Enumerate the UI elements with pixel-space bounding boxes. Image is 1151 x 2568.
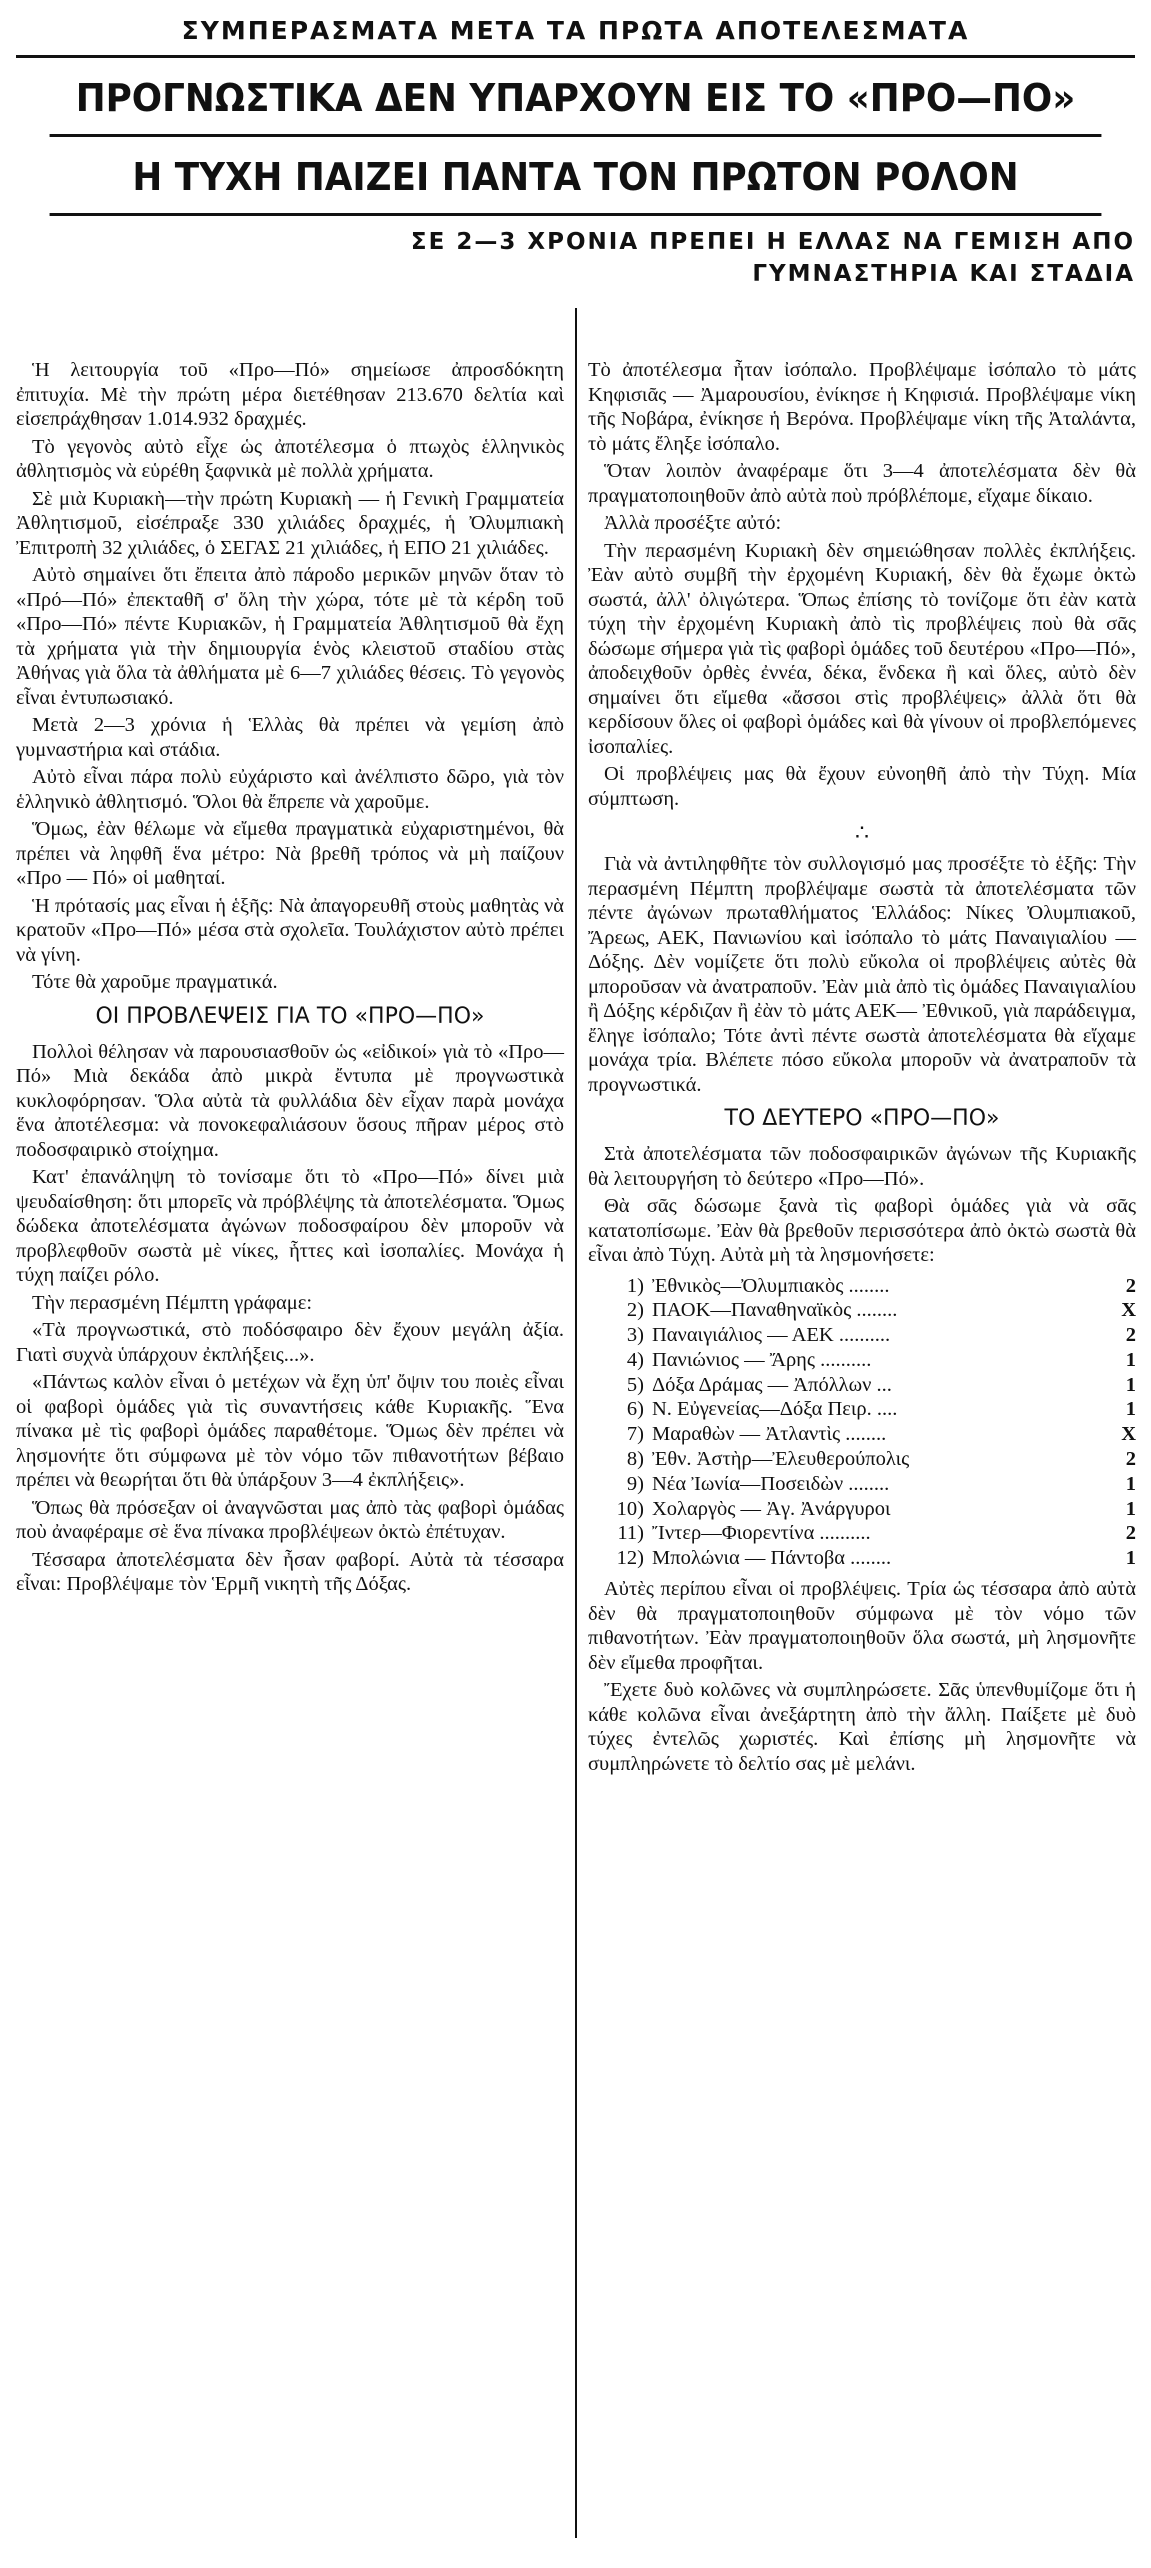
list-item: 2) ΠΑΟΚ—Παναθηναϊκὸς ........ X	[626, 1299, 1136, 1322]
list-item: 11) Ἴντερ—Φιορεντίνα .......... 2	[617, 1522, 1136, 1545]
list-item: 10) Χολαργὸς — Ἀγ. Ἀνάργυροι 1	[616, 1497, 1136, 1520]
paragraph: Πολλοὶ θέλησαν νὰ παρουσιασθοῦν ὡς «εἰδικοί» γιὰ τὸ «Προ—Πό» Μιὰ δεκάδα ἀπὸ μικρὰ ἔντυπα μὲ προγνωστικὰ κυκλοφόρησαν. Ὅλα αὐτὰ τὰ φυλλάδια δὲν εἶχαν παρὰ μονάχα ἕνα ἀποτέλεσμα: νὰ πονοκεφαλιάσουν ὅσους πῆραν μέρος στὸ ποδοσφαιρικὸ στοίχημα.	[16, 1040, 564, 1161]
list-item: 8) Ἐθν. Ἀστὴρ—Ἐλευθερούπολις 2	[626, 1448, 1136, 1471]
paragraph: Ἡ λειτουργία τοῦ «Προ—Πό» σημείωσε ἀπροσδόκητη ἐπιτυχία. Μὲ τὴν πρώτη μέρα διετέθησαν 213.670 δελτία καὶ εἰσεπράχθησαν 1.014.932 δραχμές.	[16, 359, 564, 430]
paragraph: Κατ' ἐπανάληψη τὸ τονίσαμε ὅτι τὸ «Προ—Πό» δίνει μιὰ ψευδαίσθηση: ὅτι μπορεῖς νὰ πρόβλέψης τὰ ἀποτελέσματα. Ὅμως δώδεκα ἀποτελέσματα ἀγώνων ποδοσφαίρου δὲν μποροῦν νὰ προβλεφθοῦν σωστὰ μὲ νίκες, ἧττες καὶ ἰσοπαλίες. Μονάχα ἡ τύχη παίζει ρόλο.	[16, 1166, 564, 1286]
list-item: 9) Νέα Ἰωνία—Ποσειδὼν ........ 1	[626, 1472, 1136, 1495]
headline-secondary: Η ΤΥΧΗ ΠΑΙΖΕΙ ΠΑΝΤΑ ΤΟΝ ΠΡΩΤΟΝ ΡΟΛΟΝ	[50, 137, 1102, 216]
paragraph: Ἀλλὰ προσέξτε αὐτό:	[604, 512, 782, 534]
paragraph: Αὐτὸ σημαίνει ὅτι ἔπειτα ἀπὸ πάροδο μερικῶν μηνῶν ὅταν τὸ «Πρό—Πό» ἐπεκταθῆ σ' ὅλη τὴν χώρα, τότε μὲ τὰ κέρδη τοῦ «Προ—Πό» πέντε Κυριακῶν, ἡ Γραμματεία Ἀθλητισμοῦ θὰ ἔχη τὰ χρήματα γιὰ τὴν δημιουργία ἑνὸς κλειστοῦ σταδίου στὰς Ἀθήνας γιὰ ὅλα τὰ ἀθλήματα μὲ 6—7 χιλιάδες θέσεις. Τὸ γεγονὸς εἶναι ἐντυπωσιακό.	[16, 564, 564, 709]
paragraph: Ὅταν λοιπὸν ἀναφέραμε ὅτι 3—4 ἀποτελέσματα δὲν θὰ πραγματοποιηθοῦν ἀπὸ αὐτὰ ποὺ πρόβλέπομε, εἴχαμε δίκαιο.	[588, 460, 1136, 507]
left-column	[16, 358, 564, 1600]
paragraph: Ὅπως θὰ πρόσεξαν οἱ ἀναγνῶσται μας ἀπὸ τὰς φαβορὶ ὁμάδας ποὺ ἀναφέραμε σὲ ἕνα πίνακα προβλέψεων ὀκτὼ ἐπέτυχαν.	[16, 1496, 564, 1543]
paragraph: Στὰ ἀποτελέσματα τῶν ποδοσφαιρικῶν ἀγώνων τῆς Κυριακῆς θὰ λειτουργήση τὸ δεύτερο «Προ—Πό».	[588, 1143, 1136, 1190]
paragraph: «Πάντως καλὸν εἶναι ὁ μετέχων νὰ ἔχη ὑπ' ὄψιν του ποιὲς εἶναι οἱ φαβορὶ ὁμάδες γιὰ τὶς συναντήσεις κάθε Κυριακῆς. Ἕνα πίνακα μὲ τὶς φαβορὶ ὁμάδες παραθέτομε. Ὅμως δὲν πρέπει νὰ λησμονήτε ὅτι σύμφωνα μὲ τὸν νόμο τῶν πιθανοτήτων βέβαιο πρέπει νὰ θεωρήται ὅτι θὰ ὑπάρξουν 3—4 ἐκπλήξεις».	[16, 1371, 564, 1491]
deck-subheading: ΣΕ 2—3 ΧΡΟΝΙΑ ΠΡΕΠΕΙ Η ΕΛΛΑΣ ΝΑ ΓΕΜΙΣΗ ΑΠΟ ΓΥΜΝΑΣΤΗΡΙΑ ΚΑΙ ΣΤΑΔΙΑ	[410, 229, 1135, 287]
kicker-heading: ΣΥΜΠΕΡΑΣΜΑΤΑ ΜΕΤΑ ΤΑ ΠΡΩΤΑ ΑΠΟΤΕΛΕΣΜΑΤΑ	[16, 8, 1135, 58]
list-item: 5) Δόξα Δράμας — Ἀπόλλων ... 1	[626, 1373, 1136, 1396]
paragraph: Τότε θὰ χαροῦμε πραγματικά.	[32, 971, 278, 993]
section-divider-ornament: ∴	[855, 821, 869, 846]
paragraph: Τέσσαρα ἀποτελέσματα δὲν ἦσαν φαβορί. Αὐτὰ τὰ τέσσαρα εἶναι: Προβλέψαμε τὸν Ἑρμῆ νικητὴ τῆς Δόξας.	[16, 1548, 564, 1595]
paragraph: Τὴν περασμένη Κυριακὴ δὲν σημειώθησαν πολλὲς ἐκπλήξεις. Ἐὰν αὐτὸ συμβῆ τὴν ἐρχομένη Κυριακή, δὲν θὰ ἔχωμε ὀκτὼ σωστά, ἀλλ' ὀλιγώτερα. Ὅπως ἐπίσης τὸ τονίζομε ὅτι ἐὰν κατὰ τύχη τὴν ἐρχομένη Κυριακὴ ἀπὸ τὶς προβλέψεις ποὺ θὰ σᾶς δώσωμε σήμερα γιὰ τὶς φαβορὶ ὁμάδες τοῦ δευτέρου «Προ—Πό», ἀποδειχθοῦν ὀρθὲς ἐννέα, δέκα, ἕνδεκα ἢ καὶ ὅλες, αὐτὸ δὲν σημαίνει ὅτι εἴμεθα «ἄσσοι στὶς προβλέψεις» ἀλλὰ ὅτι θὰ κερδίσουν ὅλες οἱ φαβορὶ ὁμάδες καὶ θὰ γίνουν οἱ προβλεπόμενες ἰσοπαλίες.	[588, 539, 1136, 758]
paragraph: Τὸ γεγονὸς αὐτὸ εἶχε ὡς ἀποτέλεσμα ὁ πτωχὸς ἑλληνικὸς ἀθλητισμὸς νὰ εὑρέθη ξαφνικὰ μὲ πολλὰ χρήματα.	[16, 435, 564, 482]
paragraph: Μετὰ 2—3 χρόνια ἡ Ἑλλὰς θὰ πρέπει νὰ γεμίση ἀπὸ γυμναστήρια καὶ στάδια.	[16, 714, 564, 761]
list-item: 3) Παναιγιάλιος — ΑΕΚ .......... 2	[626, 1324, 1136, 1347]
right-column	[588, 358, 1136, 1779]
paragraph: Οἱ προβλέψεις μας θὰ ἔχουν εὐνοηθῆ ἀπὸ τὴν Τύχη. Μία σύμπτωση.	[588, 763, 1136, 810]
paragraph: Ἔχετε δυὸ κολῶνες νὰ συμπληρώσετε. Σᾶς ὑπενθυμίζομε ὅτι ἡ κάθε κολῶνα εἶναι ἀνεξάρτητη ἀπὸ τὴν ἄλλη. Παίξετε μὲ δυὸ τύχες ἐντελῶς χωριστές. Καὶ ἐπίσης μὴ λησμονῆτε νὰ συμπληρώνετε τὸ δελτίο σας μὲ μελάνι.	[588, 1679, 1136, 1775]
paragraph: Τὴν περασμένη Πέμπτη γράφαμε:	[32, 1291, 313, 1314]
favorites-list	[588, 1274, 1136, 1572]
list-item: 6) Ν. Εὐγενείας—Δόξα Πειρ. .... 1	[626, 1398, 1136, 1421]
article-columns	[16, 358, 1135, 2538]
headline-primary: ΠΡΟΓΝΩΣΤΙΚΑ ΔΕΝ ΥΠΑΡΧΟΥΝ ΕΙΣ ΤΟ «ΠΡΟ—ΠΟ»	[50, 58, 1102, 137]
paragraph: Αὐτὲς περίπου εἶναι οἱ προβλέψεις. Τρία ὡς τέσσαρα ἀπὸ αὐτὰ δὲν θὰ πραγματοποιηθοῦν σύμφωνα μὲ τὸν νόμο τῶν πιθανοτήτων. Ἐὰν πραγματοποιηθοῦν ὅλα σωστά, μὴ λησμονῆτε δὲν εἴμεθα προφῆται.	[588, 1578, 1136, 1674]
list-item: 12) Μπολώνια — Πάντοβα ........ 1	[616, 1547, 1136, 1570]
list-item: 4) Πανιώνιος — Ἄρης .......... 1	[626, 1348, 1136, 1371]
paragraph: «Τὰ προγνωστικά, στὸ ποδόσφαιρο δὲν ἔχουν μεγάλη ἀξία. Γιατὶ συχνὰ ὑπάρχουν ἐκπλήξεις...».	[16, 1319, 564, 1366]
list-item: 7) Μαραθὼν — Ἀτλαντὶς ........ X	[626, 1423, 1136, 1446]
subheading-predictions: ΟΙ ΠΡΟΒΛΕΨΕΙΣ ΓΙΑ ΤΟ «ΠΡΟ—ΠΟ»	[95, 1003, 485, 1029]
paragraph: Τὸ ἀποτέλεσμα ἦταν ἰσόπαλο. Προβλέψαμε ἰσόπαλο τὸ μάτς Κηφισιᾶς — Ἀμαρουσίου, ἐνίκησε ἡ Κηφισιά. Προβλέψαμε νίκη τῆς Νοβάρα, ἐνίκησε ἡ Βερόνα. Προβλέψαμε νίκη τῆς Ἀταλάντα, τὸ μάτς ἔληξε ἰσόπαλο.	[588, 359, 1136, 455]
newspaper-page	[16, 8, 1135, 2548]
paragraph: Αὐτὸ εἶναι πάρα πολὺ εὐχάριστο καὶ ἀνέλπιστο δῶρο, γιὰ τὸν ἑλληνικὸ ἀθλητισμό. Ὅλοι θὰ ἔπρεπε νὰ χαροῦμε.	[16, 766, 564, 813]
paragraph: Ὅμως, ἐὰν θέλωμε νὰ εἴμεθα πραγματικὰ εὐχαριστημένοι, θὰ πρέπει νὰ ληφθῆ ἕνα μέτρο: Νὰ βρεθῆ τρόπος νὰ μὴ παίζουν «Προ — Πό» οἱ μαθηταί.	[16, 818, 564, 889]
paragraph: Θὰ σᾶς δώσωμε ξανὰ τὶς φαβορὶ ὁμάδες γιὰ νὰ σᾶς κατατοπίσωμε. Ἐὰν θὰ βρεθοῦν περισσότερα ἀπὸ ὀκτὼ σωστὰ θὰ εἶναι ἀπὸ Τύχη. Αὐτὰ μὴ τὰ λησμονήσετε:	[588, 1195, 1136, 1266]
list-item: 1) Ἐθνικὸς—Ὀλυμπιακὸς ........ 2	[626, 1274, 1136, 1297]
paragraph: Ἡ πρότασίς μας εἶναι ἡ ἑξῆς: Νὰ ἀπαγορευθῆ στοὺς μαθητὰς νὰ κρατοῦν «Προ—Πό» μέσα στὰ σχολεῖα. Τουλάχιστον αὐτὸ πρέπει νὰ γίνη.	[16, 894, 564, 966]
subheading-second-propo: ΤΟ ΔΕΥΤΕΡΟ «ΠΡΟ—ΠΟ»	[724, 1106, 1000, 1131]
paragraph: Σὲ μιὰ Κυριακὴ—τὴν πρώτη Κυριακὴ — ἡ Γενικὴ Γραμματεία Ἀθλητισμοῦ, εἰσέπραξε 330 χιλιάδες δραχμές, ἡ Ὀλυμπιακὴ Ἐπιτροπὴ 32 χιλιάδες, ὁ ΣΕΓΑΣ 21 χιλιάδες, ἡ ΕΠΟ 21 χιλιάδες.	[16, 487, 564, 559]
paragraph: Γιὰ νὰ ἀντιληφθῆτε τὸν συλλογισμό μας προσέξτε τὸ ἑξῆς: Τὴν περασμένη Πέμπτη προβλέψαμε σωστὰ τὰ ἀποτελέσματα τῶν πέντε ἀγώνων πρωταθλήματος Ἑλλάδος: Νίκες Ὀλυμπιακοῦ, Ἄρεως, ΑΕΚ, Πανιωνίου καὶ ἰσόπαλο τὸ μάτς Παναιγιαλίου — Δόξης. Δὲν νομίζετε ὅτι πολὺ εὔκολα οἱ προβλέψεις αὐτὲς θὰ μποροῦσαν νὰ ἀνατραποῦν. Ἐὰν μιὰ ἀπὸ τὶς ὁμάδες Παναιγιαλίου ἢ Δόξης κέρδιζαν ἢ ἐὰν τὸ μάτς ΑΕΚ— Ἐθνικοῦ, γιὰ παράδειγμα, ἔληγε ἰσόπαλο; Τότε ἀντὶ πέντε σωστὰ ἀποτελέσματα θὰ εἴχαμε μονάχα τρία. Βλέπετε πόσο εὔκολα μποροῦν νὰ ἀνατραποῦν τὰ προγνωστικά.	[588, 853, 1136, 1096]
